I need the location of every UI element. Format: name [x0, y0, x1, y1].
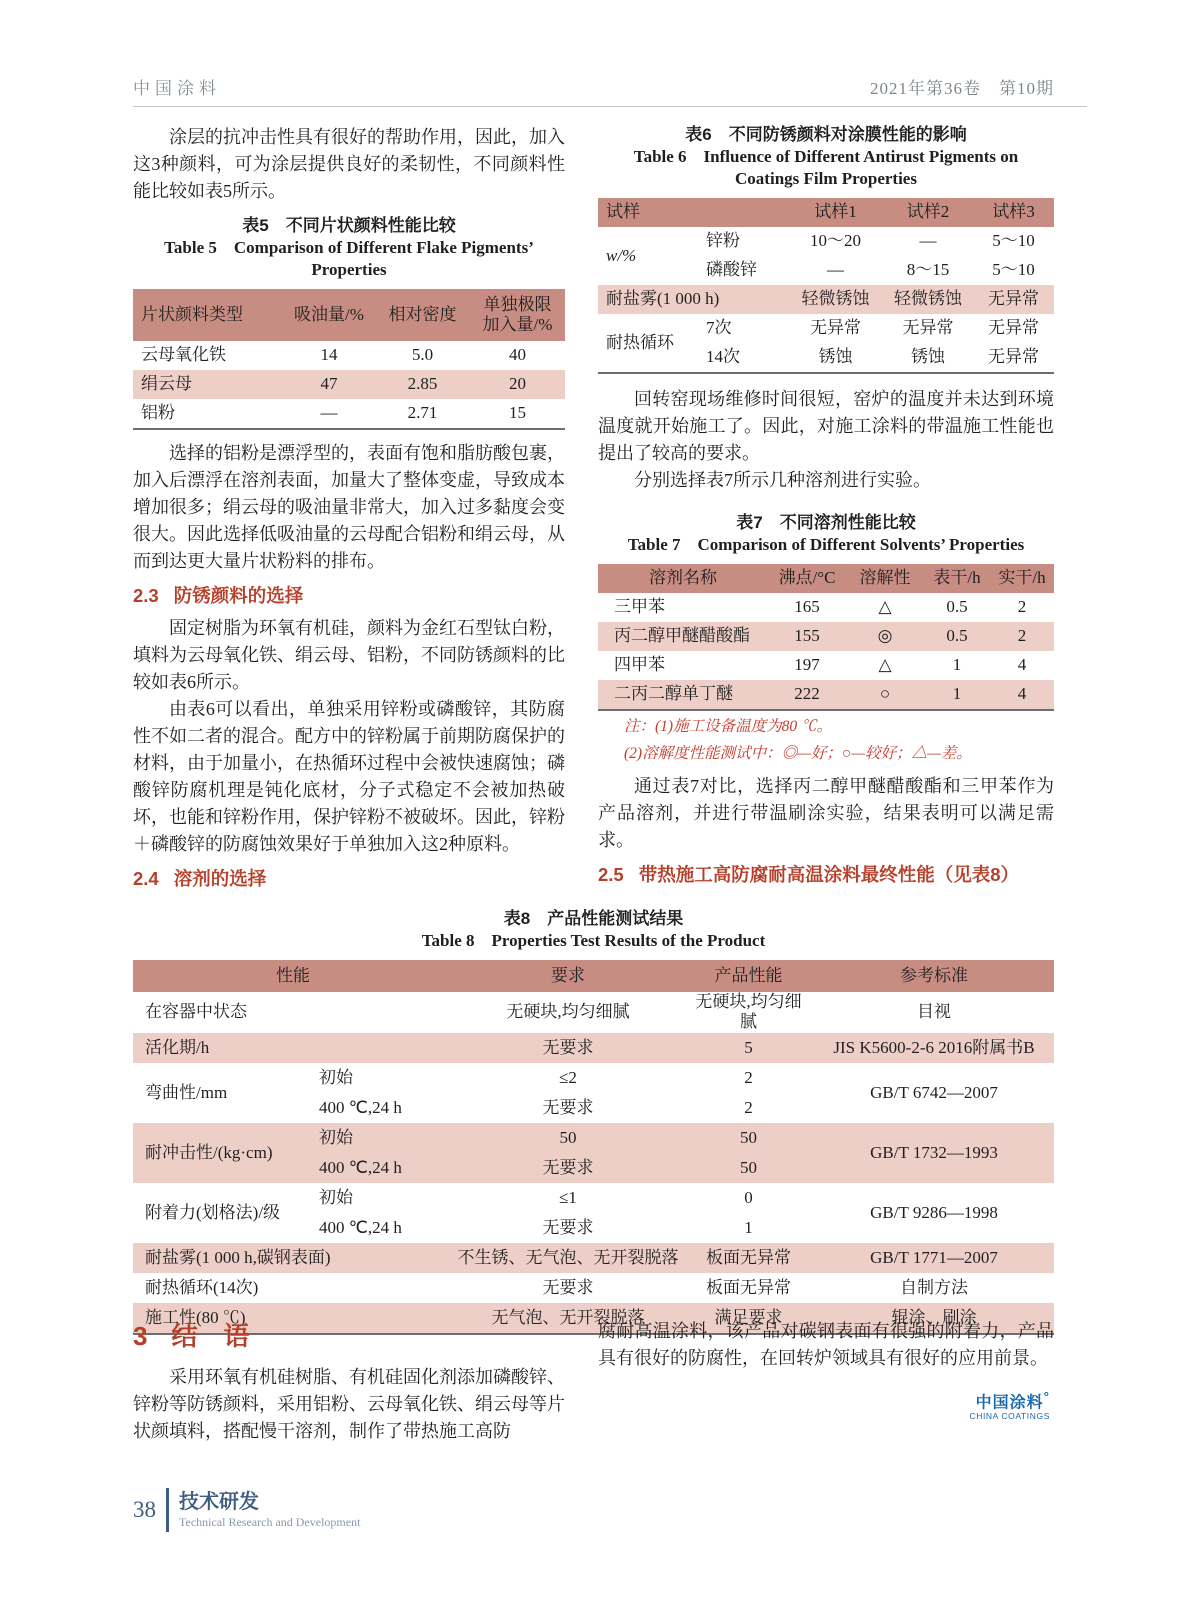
table6-caption-en: Table 6 Influence of Different Antirust Pigments on [633, 147, 1019, 166]
cell-value: 无要求 [542, 1037, 594, 1057]
row-label: 三甲苯 [614, 597, 665, 617]
cell-value: 无要求 [542, 1097, 594, 1117]
table-header-row [133, 960, 1054, 992]
cell-value: 20 [509, 374, 526, 394]
table-header-row [598, 198, 1054, 227]
solubility-symbol: △ [878, 655, 892, 675]
header-divider [133, 106, 1087, 107]
table5 [133, 289, 565, 430]
cell-value: 1 [744, 1217, 753, 1237]
solubility-symbol: ○ [879, 684, 891, 704]
table-row [598, 314, 1054, 343]
paragraph: 腐耐高温涂料，该产品对碳钢表面有很强的附着力，产品具有很好的防腐性，在回转炉领域具有很好的应用前景。 [598, 1321, 1054, 1368]
section-title: 防锈颜料的选择 [173, 585, 304, 606]
condition-label: 初始 [319, 1067, 353, 1087]
cell-value: 50 [740, 1127, 757, 1147]
section-heading-2-3 [133, 583, 565, 609]
column-header: 吸油量/% [294, 304, 364, 324]
cell-value: JIS K5600-2-6 2016附属书B [833, 1037, 1035, 1057]
table-row [598, 593, 1054, 622]
cell-value: 2 [1017, 597, 1027, 617]
cell-value: 2.85 [407, 374, 438, 394]
logo-mark: ° [1043, 1389, 1050, 1404]
column-header: 溶剂名称 [649, 568, 717, 588]
row-label: 耐热循环 [606, 332, 674, 352]
cell-value: 满足要求 [714, 1307, 783, 1327]
section-title: 溶剂的选择 [173, 868, 267, 889]
cell-value: 15 [509, 403, 526, 423]
section-number: 2.3 [133, 585, 159, 606]
row-label: 附着力(划格法)/级 [145, 1202, 281, 1222]
row-label: 施工性(80 ℃) [145, 1307, 246, 1327]
table8-caption-en: Table 8 Properties Test Results of the Product [421, 931, 766, 950]
section-heading-3 [133, 1318, 565, 1354]
row-label: 耐盐雾(1 000 h) [606, 289, 720, 309]
cell-value: 锈蚀 [911, 347, 945, 367]
paragraph: 由表6可以看出，单独采用锌粉或磷酸锌，其防腐性不如二者的混合。配方中的锌粉属于前期防腐保护的材料，由于加量小，在热循环过程中会被快速腐蚀；磷酸锌防腐机理是钝化底材，分子式稳定不会被加热破坏，也能和锌粉作用，保护锌粉不被破坏。因此，锌粉＋磷酸锌的防腐蚀效果好于单独加入这2种原料。 [133, 699, 565, 854]
table6-caption [598, 124, 1054, 190]
row-label: 耐热循环(14次) [145, 1277, 259, 1297]
logo-text-cn: 中国涂料° [975, 1389, 1050, 1412]
table7-caption-cn: 表7 不同溶剂性能比较 [736, 513, 916, 532]
row-label: 耐冲击性/(kg·cm) [145, 1142, 273, 1162]
cell-value: 5 [744, 1037, 753, 1057]
cell-value: 轻微锈蚀 [801, 289, 870, 309]
cell-value: GB/T 6742—2007 [870, 1082, 998, 1102]
row-label: 二丙二醇单丁醚 [614, 684, 733, 704]
section-number: 2.5 [598, 864, 624, 885]
condition-label: 400 ℃,24 h [319, 1157, 402, 1177]
row-label: w/% [606, 245, 637, 265]
row-label: 云母氧化铁 [141, 345, 226, 365]
cell-value: 10～20 [810, 231, 861, 251]
cell-value: 222 [794, 684, 820, 704]
cell-value: 5～10 [992, 231, 1035, 251]
cell-value: — [919, 231, 937, 251]
column-header: 片状颜料类型 [141, 304, 243, 324]
cell-value: 1 [952, 684, 962, 704]
cell-value: 无异常 [988, 289, 1039, 309]
column-header: 试样2 [906, 202, 950, 222]
cell-value: 2 [744, 1097, 753, 1117]
cell-value: GB/T 9286—1998 [870, 1202, 998, 1222]
cell-value: 无硬块,均匀细腻 [695, 992, 802, 1032]
cell-value: 2 [744, 1067, 753, 1087]
cell-value: 50 [559, 1127, 577, 1147]
cell-value: 无气泡、无开裂脱落 [491, 1307, 645, 1327]
table-row [133, 370, 565, 399]
cell-value: 无异常 [810, 318, 861, 338]
cell-value: 0 [744, 1187, 753, 1207]
table7-note-2: (2)溶解度性能测试中：◎—好；○—较好；△—差。 [624, 745, 972, 762]
cell-value: 40 [509, 345, 526, 365]
sub-label: 14次 [706, 347, 740, 367]
section-title: 带热施工高防腐耐高温涂料最终性能（见表8） [638, 864, 1020, 885]
table6-caption-en2: Coatings Film Properties [735, 169, 917, 188]
condition-label: 初始 [319, 1127, 353, 1147]
cell-value: 无要求 [542, 1157, 594, 1177]
cell-value: 无要求 [542, 1277, 594, 1297]
table6 [598, 198, 1054, 374]
row-label: 铝粉 [141, 403, 175, 423]
table7-caption-en: Table 7 Comparison of Different Solvents’ Properties [627, 535, 1025, 554]
cell-value: 板面无异常 [706, 1247, 791, 1267]
cell-value: 14 [320, 345, 338, 365]
cell-value: 辊涂、刷涂 [891, 1307, 977, 1327]
cell-value: 0.5 [946, 626, 968, 646]
table-row [133, 399, 565, 429]
section-number: 3 [133, 1321, 148, 1351]
column-header: 表干/h [933, 568, 981, 588]
table-row [133, 992, 1054, 1033]
cell-value: — [827, 260, 844, 280]
section-heading-2-5 [598, 862, 1054, 888]
cell-value: 无异常 [902, 318, 954, 338]
sub-label: 磷酸锌 [706, 260, 757, 280]
row-label: 丙二醇甲醚醋酸酯 [614, 626, 750, 646]
column-header: 性能 [276, 965, 310, 985]
footer-divider-bar [166, 1488, 169, 1532]
cell-value: 50 [740, 1157, 757, 1177]
column-header: 参考标准 [900, 965, 968, 985]
table8 [133, 960, 1054, 1335]
cell-value: — [320, 403, 338, 423]
cell-value: 4 [1017, 684, 1027, 704]
cell-value: 1 [952, 655, 962, 675]
table6-caption-cn: 表6 不同防锈颜料对涂膜性能的影响 [685, 125, 967, 144]
cell-value: 8～15 [906, 260, 950, 280]
cell-value: 2 [1017, 626, 1027, 646]
footer-section [179, 1490, 360, 1530]
conclusion-left [133, 1318, 565, 1445]
cell-value: 不生锈、无气泡、无开裂脱落 [457, 1247, 679, 1267]
table5-caption-en: Table 5 Comparison of Different Flake Pigments’ [164, 238, 534, 257]
page-header [133, 74, 1054, 99]
cell-value: 锈蚀 [818, 347, 853, 367]
cell-value: 目视 [917, 1002, 951, 1022]
cell-value: 无异常 [988, 318, 1039, 338]
table-row [133, 1243, 1054, 1273]
column-header: 试样1 [814, 202, 857, 222]
cell-value: 165 [794, 597, 820, 617]
condition-label: 400 ℃,24 h [319, 1097, 402, 1117]
condition-label: 初始 [319, 1187, 353, 1207]
column-header: 单独极限 加入量/% [482, 294, 553, 334]
paragraph: 采用环氧有机硅树脂、有机硅固化剂添加磷酸锌、锌粉等防锈颜料，采用铝粉、云母氧化铁、绢云母等片状颜填料，搭配慢干溶剂，制作了带热施工高防 [133, 1367, 565, 1441]
column-header: 相对密度 [388, 304, 457, 324]
column-header: 试样3 [992, 202, 1035, 222]
paragraph: 涂层的抗冲击性具有很好的帮助作用，因此，加入这3种颜料，可为涂层提供良好的柔韧性，不同颜料性能比较如表5所示。 [133, 127, 565, 201]
table8-caption-cn: 表8 产品性能测试结果 [503, 909, 684, 928]
cell-value: ≤2 [559, 1067, 577, 1087]
cell-value: 4 [1017, 655, 1027, 675]
cell-value: 2.71 [407, 403, 438, 423]
cell-value: 5～10 [992, 260, 1035, 280]
cell-value: 板面无异常 [706, 1277, 791, 1297]
paragraph: 通过表7对比，选择丙二醇甲醚醋酸酯和三甲苯作为产品溶剂，并进行带温刷涂实验，结果表明可以满足需求。 [598, 776, 1054, 850]
left-column [133, 124, 565, 898]
paragraph: 固定树脂为环氧有机硅，颜料为金红石型钛白粉，填料为云母氧化铁、绢云母、铝粉，不同防锈颜料的比较如表6所示。 [133, 618, 565, 692]
table-row [133, 1033, 1054, 1063]
cell-value: ≤1 [559, 1187, 577, 1207]
cell-value: 无要求 [542, 1217, 594, 1237]
conclusion-right [598, 1318, 1054, 1445]
page-footer [133, 1488, 360, 1532]
table7-note-1: 注：(1)施工设备温度为80 ℃。 [624, 718, 832, 735]
conclusion-section [133, 1318, 1054, 1445]
table-row [598, 680, 1054, 710]
footer-section-en: Technical Research and Development [179, 1515, 361, 1529]
cell-value: 无异常 [988, 347, 1039, 367]
table8-block [133, 908, 1054, 1335]
table-row [598, 285, 1054, 314]
china-coatings-logo [598, 1388, 1054, 1422]
column-header: 产品性能 [714, 965, 783, 985]
cell-value: 197 [794, 655, 820, 675]
row-label: 绢云母 [141, 374, 192, 394]
row-label: 在容器中状态 [145, 1002, 247, 1022]
cell-value: GB/T 1771—2007 [870, 1247, 998, 1267]
table7 [598, 564, 1054, 711]
paragraph: 分别选择表7所示几种溶剂进行实验。 [634, 470, 931, 490]
table-row [133, 1273, 1054, 1303]
cell-value: 5.0 [411, 345, 434, 365]
row-label: 四甲苯 [614, 655, 665, 675]
cell-value: GB/T 1732—1993 [870, 1142, 998, 1162]
table-row [598, 622, 1054, 651]
cell-value: 无硬块,均匀细腻 [506, 1002, 630, 1022]
two-column-body [133, 124, 1054, 898]
page-number: 38 [133, 1497, 156, 1522]
condition-label: 400 ℃,24 h [319, 1217, 402, 1237]
table-header-row [133, 289, 565, 341]
right-column [598, 124, 1054, 898]
section-number: 2.4 [133, 868, 159, 889]
table-header-row [598, 564, 1054, 593]
issue-info: 2021年第36卷 第10期 [870, 79, 1054, 98]
sub-label: 7次 [706, 318, 732, 338]
row-label: 耐盐雾(1 000 h,碳钢表面) [145, 1247, 331, 1267]
section-heading-2-4 [133, 866, 565, 892]
column-header: 要求 [551, 965, 585, 985]
table5-caption-cn: 表5 不同片状颜料性能比较 [242, 216, 456, 235]
cell-value: 0.5 [946, 597, 968, 617]
solubility-symbol: △ [878, 597, 892, 617]
journal-name: 中国涂料 [133, 79, 221, 98]
footer-section-cn: 技术研发 [179, 1491, 259, 1513]
solubility-symbol: ◎ [877, 626, 893, 646]
table-row [598, 227, 1054, 256]
row-label: 弯曲性/mm [145, 1082, 228, 1102]
section-title: 结 语 [171, 1321, 250, 1351]
table5-caption [133, 215, 565, 281]
column-header: 沸点/°C [778, 568, 836, 588]
cell-value: 自制方法 [900, 1277, 968, 1297]
column-header: 试样 [606, 202, 640, 222]
table-row [598, 651, 1054, 680]
table-row [133, 341, 565, 370]
row-label: 活化期/h [145, 1037, 210, 1057]
column-header: 溶解性 [859, 568, 911, 588]
cell-value: 轻微锈蚀 [894, 289, 962, 309]
table-row [133, 1063, 1054, 1093]
cell-value: 47 [320, 374, 338, 394]
table7-caption [598, 512, 1054, 556]
table5-caption-en2: Properties [311, 260, 387, 279]
sub-label: 锌粉 [706, 231, 740, 251]
paragraph: 选择的铝粉是漂浮型的，表面有饱和脂肪酸包裹，加入后漂浮在溶剂表面，加量大了整体变虚，导致成本增加很多；绢云母的吸油量非常大，加入过多黏度会变很大。因此选择低吸油量的云母配合铝粉和绢云母，从而到达更大量片状粉料的排布。 [133, 443, 565, 571]
table-row [133, 1123, 1054, 1153]
table-row [133, 1183, 1054, 1213]
column-header: 实干/h [998, 568, 1046, 588]
cell-value: 155 [794, 626, 820, 646]
logo-text-en: CHINA COATINGS [969, 1411, 1050, 1422]
paragraph: 回转窑现场维修时间很短，窑炉的温度并未达到环境温度就开始施工了。因此，对施工涂料的带温施工性能也提出了较高的要求。 [598, 389, 1054, 463]
